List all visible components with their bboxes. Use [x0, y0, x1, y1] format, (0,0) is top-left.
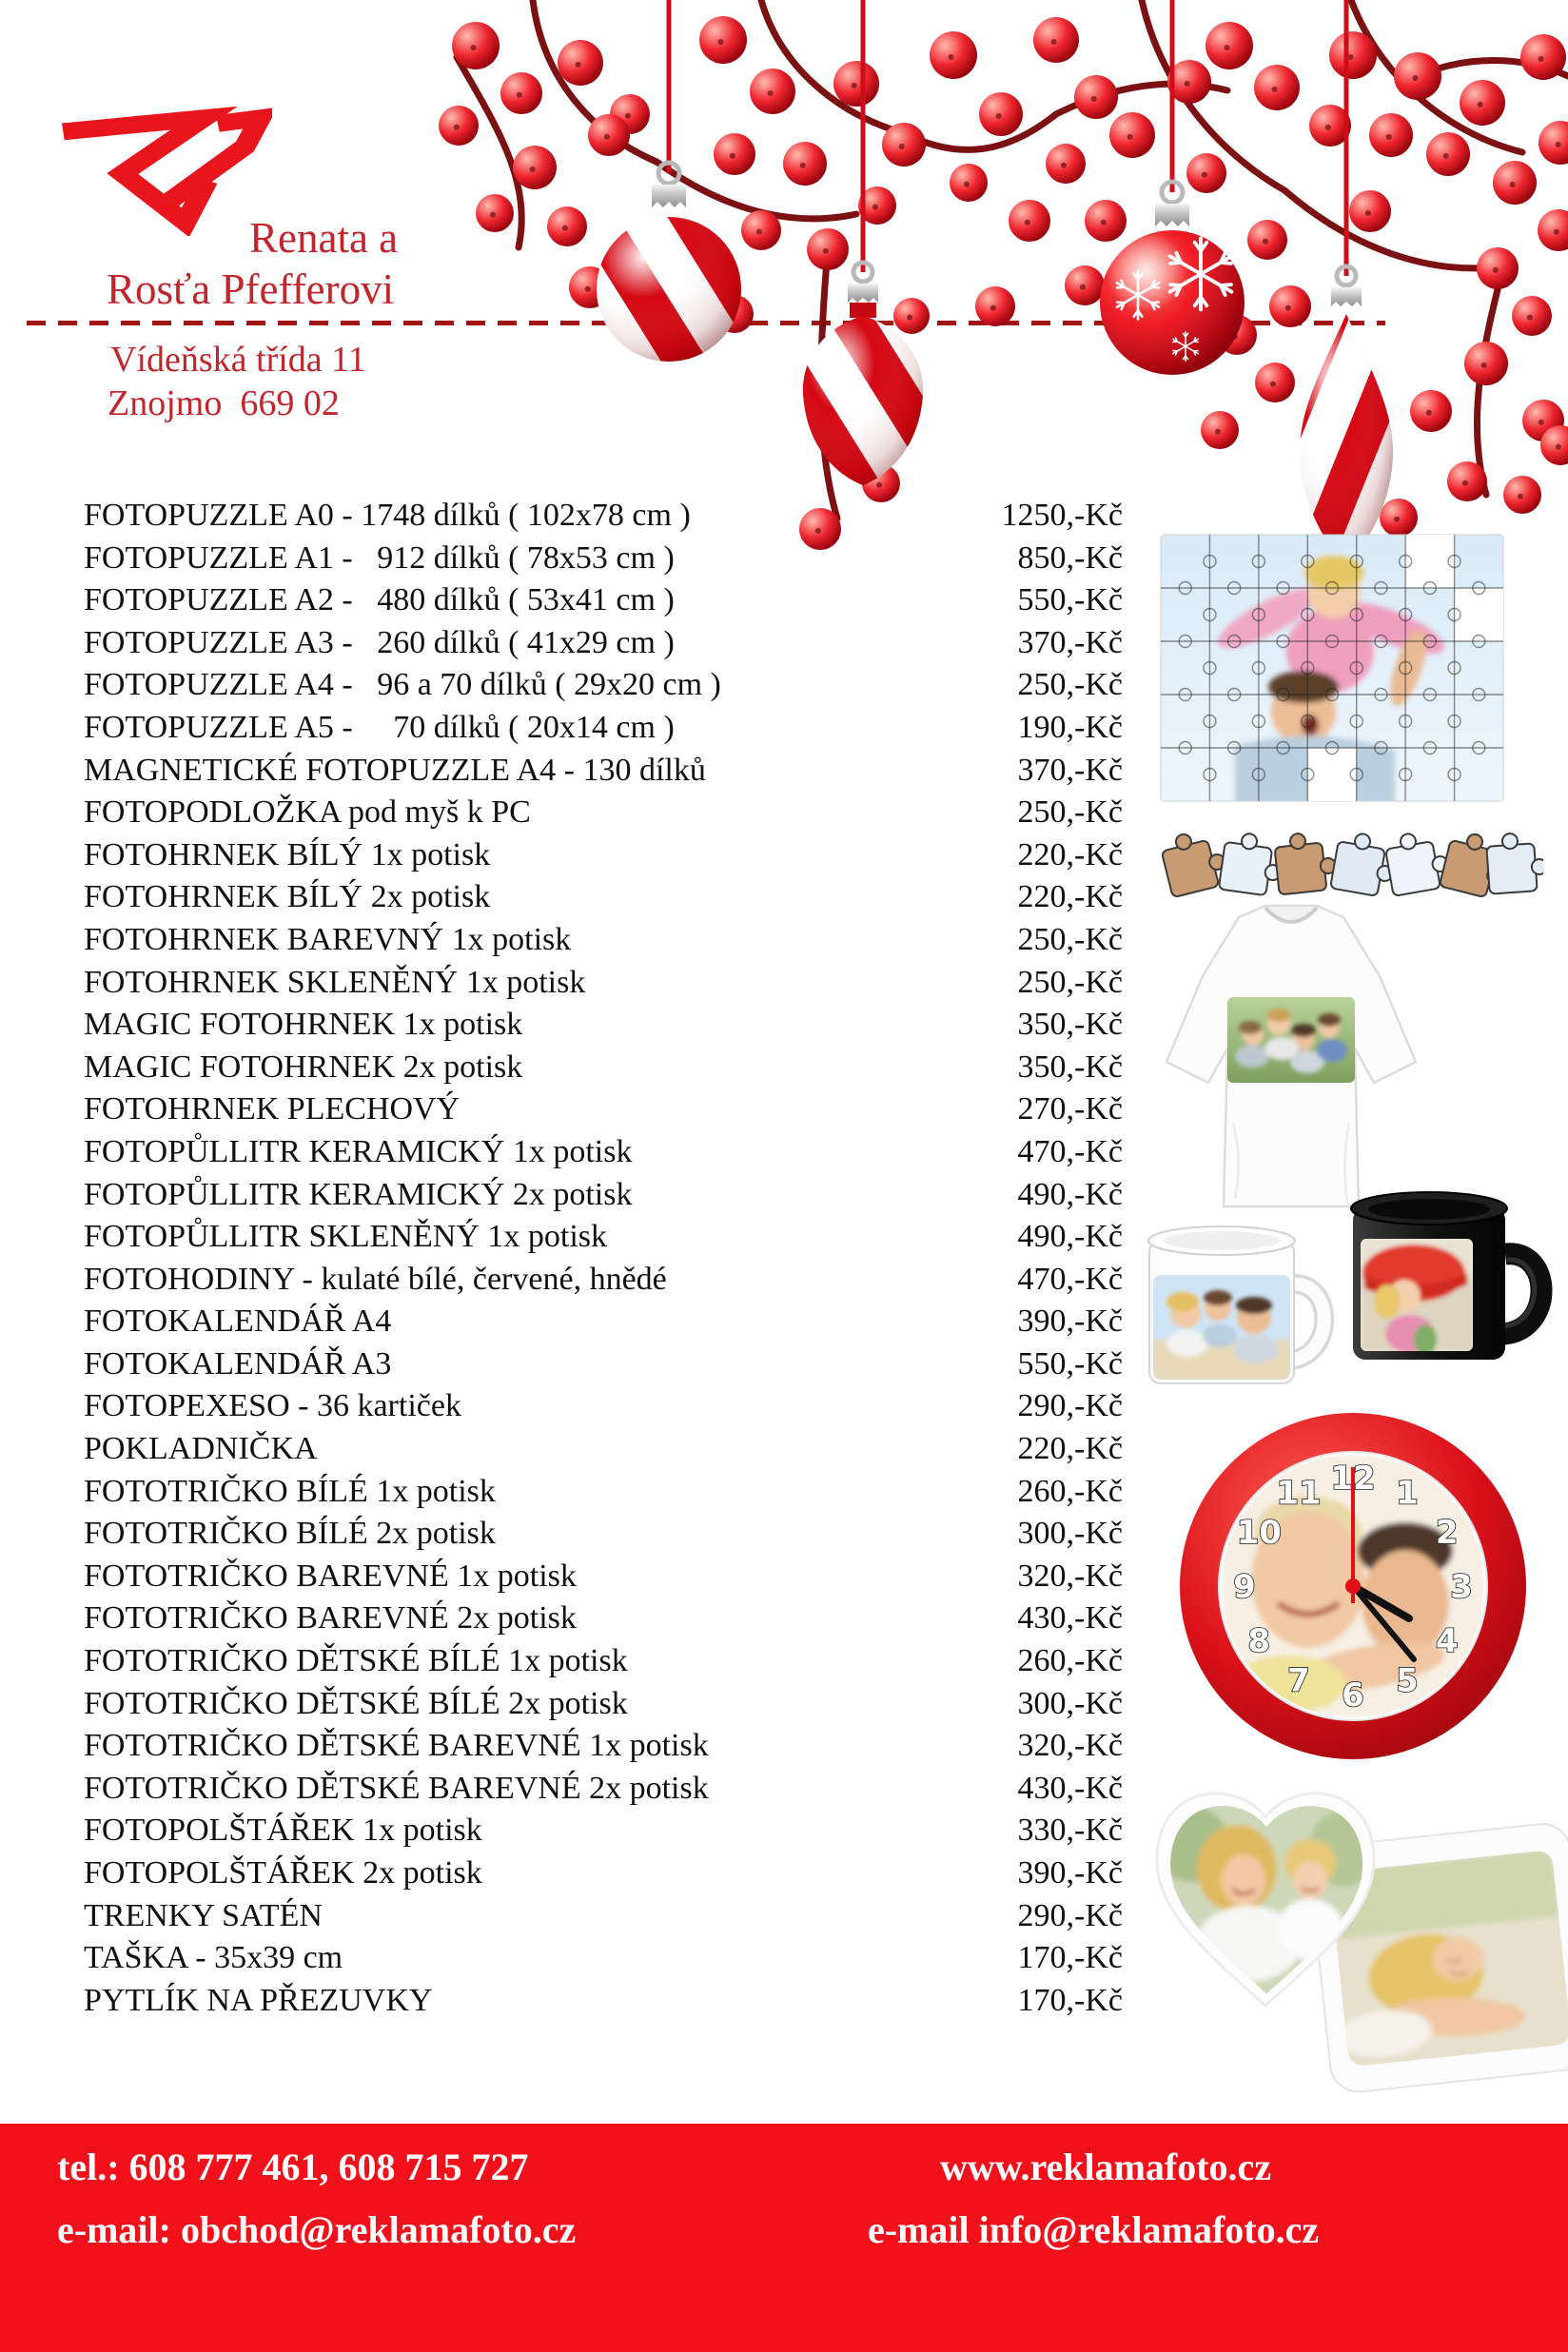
product-name: MAGIC FOTOHRNEK 2x potisk	[84, 1049, 523, 1085]
rp-monogram-logo	[34, 67, 272, 236]
product-name: FOTOTRIČKO BAREVNÉ 2x potisk	[84, 1600, 577, 1637]
product-name: TRENKY SATÉN	[84, 1897, 323, 1933]
product-name: FOTOKALENDÁŘ A4	[84, 1303, 392, 1340]
photo-mug-white-sample	[1140, 1216, 1344, 1401]
product-name: FOTOPUZZLE A3 - 260 dílků ( 41x29 cm )	[84, 624, 675, 660]
price-list-row	[84, 1259, 1123, 1302]
footer-email-right: e-mail info@reklamafoto.cz	[868, 2208, 1320, 2251]
price-list-row	[84, 1768, 1123, 1811]
svg-text:10: 10	[1236, 1514, 1282, 1552]
dashed-divider-line	[27, 321, 1385, 325]
price-list-row	[84, 1131, 1123, 1174]
product-name: FOTOPUZZLE A0 - 1748 dílků ( 102x78 cm )	[84, 498, 691, 533]
ornament-threads	[669, 0, 1346, 276]
footer-phone: tel.: 608 777 461, 608 715 727	[57, 2146, 529, 2188]
product-name: MAGIC FOTOHRNEK 1x potisk	[84, 1007, 523, 1043]
product-price: 170,-Kč	[1017, 1940, 1123, 1976]
berry-branches-icon	[439, 0, 1568, 550]
product-name: FOTOPOLŠTÁŘEK 1x potisk	[84, 1813, 482, 1849]
product-name: TAŠKA - 35x39 cm	[84, 1940, 343, 1976]
price-list	[84, 495, 1123, 2022]
product-price: 550,-Kč	[1017, 1345, 1123, 1382]
price-list-row	[84, 962, 1123, 1005]
snowflake-icon	[1117, 239, 1231, 362]
price-list-row	[84, 622, 1123, 665]
photo-tshirt-sample	[1134, 885, 1448, 1227]
product-price: 260,-Kč	[1017, 1473, 1123, 1509]
product-price: 250,-Kč	[1017, 667, 1123, 703]
price-list-row	[84, 1895, 1123, 1938]
address-city: Znojmo 669 02	[108, 383, 340, 423]
product-price: 550,-Kč	[1017, 582, 1123, 618]
product-price: 330,-Kč	[1017, 1813, 1123, 1849]
price-list-row	[84, 1810, 1123, 1852]
product-price: 490,-Kč	[1017, 1176, 1123, 1212]
product-name: FOTOKALENDÁŘ A3	[84, 1345, 392, 1382]
svg-text:11: 11	[1276, 1474, 1322, 1513]
product-name: FOTOTRIČKO DĚTSKÉ BAREVNÉ 2x potisk	[84, 1770, 709, 1806]
product-name: PYTLÍK NA PŘEZUVKY	[84, 1982, 433, 2018]
product-price: 290,-Kč	[1017, 1388, 1123, 1424]
company-name-line1: Renata a	[249, 214, 399, 262]
svg-text:3: 3	[1450, 1568, 1473, 1606]
striped-teardrop-ornament-icon	[803, 263, 923, 485]
product-name: FOTOPŮLLITR KERAMICKÝ 2x potisk	[84, 1176, 633, 1212]
price-list-row	[84, 834, 1123, 877]
product-price: 430,-Kč	[1017, 1770, 1123, 1806]
product-price: 250,-Kč	[1017, 921, 1123, 957]
product-name: FOTOTRIČKO BAREVNÉ 1x potisk	[84, 1558, 577, 1594]
price-list-row	[84, 876, 1123, 919]
product-price: 470,-Kč	[1017, 1261, 1123, 1297]
product-name: FOTOHRNEK SKLENĚNÝ 1x potisk	[84, 964, 586, 1000]
footer-email-left: e-mail: obchod@reklamafoto.cz	[57, 2208, 577, 2251]
product-price: 490,-Kč	[1017, 1219, 1123, 1255]
price-list-row	[84, 1174, 1123, 1217]
svg-text:4: 4	[1435, 1622, 1459, 1660]
product-name: FOTOHRNEK BÍLÝ 1x potisk	[84, 836, 491, 872]
price-list-row	[84, 1004, 1123, 1047]
product-price: 170,-Kč	[1017, 1982, 1123, 2018]
product-name: MAGNETICKÉ FOTOPUZZLE A4 - 130 dílků	[84, 752, 706, 788]
product-name: FOTOPODLOŽKA pod myš k PC	[84, 794, 531, 831]
snowflake-bauble-icon	[1100, 182, 1245, 375]
svg-text:6: 6	[1342, 1676, 1364, 1715]
price-list-row	[84, 664, 1123, 707]
price-list-row	[84, 1088, 1123, 1131]
product-name: FOTOPŮLLITR SKLENĚNÝ 1x potisk	[84, 1219, 607, 1255]
candy-striped-bauble-icon	[597, 163, 741, 362]
product-name: POKLADNIČKA	[84, 1431, 318, 1467]
product-name: FOTOHRNEK BÍLÝ 2x potisk	[84, 879, 491, 915]
product-price: 350,-Kč	[1017, 1007, 1123, 1043]
product-name: FOTOPUZZLE A2 - 480 dílků ( 53x41 cm )	[84, 582, 675, 618]
price-list-row	[84, 1597, 1123, 1640]
price-list-row	[84, 1385, 1123, 1428]
price-list-row	[84, 1301, 1123, 1343]
product-name: FOTOPŮLLITR KERAMICKÝ 1x potisk	[84, 1133, 633, 1169]
svg-text:2: 2	[1435, 1514, 1459, 1552]
product-price: 250,-Kč	[1017, 794, 1123, 831]
price-list-row	[84, 750, 1123, 793]
product-price: 220,-Kč	[1017, 879, 1123, 915]
product-name: FOTOHRNEK BAREVNÝ 1x potisk	[84, 921, 572, 957]
svg-text:7: 7	[1287, 1661, 1310, 1700]
price-list-row	[84, 1047, 1123, 1089]
photo-pillows-sample	[1134, 1777, 1568, 2106]
price-list-row	[84, 1852, 1123, 1895]
product-name: FOTOPEXESO - 36 kartiček	[84, 1388, 461, 1424]
price-list-row	[84, 1216, 1123, 1259]
product-name: FOTOPUZZLE A1 - 912 dílků ( 78x53 cm )	[84, 539, 675, 576]
product-price: 370,-Kč	[1017, 624, 1123, 660]
price-list-row	[84, 1428, 1123, 1471]
photo-clock-sample	[1166, 1408, 1565, 1789]
address-street: Vídeňská třída 11	[110, 340, 366, 380]
product-name: FOTOPOLŠTÁŘEK 2x potisk	[84, 1855, 482, 1891]
price-list-row	[84, 792, 1123, 834]
product-price: 300,-Kč	[1017, 1685, 1123, 1721]
price-list-row	[84, 495, 1123, 538]
footer-contact-bar	[0, 2124, 1568, 2352]
footer-website: www.reklamafoto.cz	[940, 2146, 1272, 2188]
product-name: FOTOPUZZLE A5 - 70 dílků ( 20x14 cm )	[84, 709, 675, 745]
product-name: FOTOPUZZLE A4 - 96 a 70 dílků ( 29x20 cm )	[84, 667, 721, 703]
product-name: FOTOHRNEK PLECHOVÝ	[84, 1091, 461, 1127]
product-price: 290,-Kč	[1017, 1897, 1123, 1933]
price-list-row	[84, 707, 1123, 750]
product-price: 320,-Kč	[1017, 1558, 1123, 1594]
price-list-row	[84, 579, 1123, 622]
price-list-row	[84, 1725, 1123, 1768]
product-price: 190,-Kč	[1017, 709, 1123, 745]
product-price: 390,-Kč	[1017, 1303, 1123, 1340]
product-price: 260,-Kč	[1017, 1643, 1123, 1679]
product-price: 1250,-Kč	[1001, 498, 1123, 533]
product-price: 350,-Kč	[1017, 1049, 1123, 1085]
product-price: 370,-Kč	[1017, 752, 1123, 788]
product-price: 220,-Kč	[1017, 1431, 1123, 1467]
product-price: 300,-Kč	[1017, 1516, 1123, 1552]
product-price: 850,-Kč	[1017, 539, 1123, 576]
product-name: FOTOHODINY - kulaté bílé, červené, hnědé	[84, 1261, 667, 1297]
product-price: 220,-Kč	[1017, 836, 1123, 872]
product-price: 250,-Kč	[1017, 964, 1123, 1000]
svg-text:5: 5	[1396, 1661, 1419, 1700]
company-name-line2: Rosťa Pfefferovi	[107, 265, 395, 313]
product-name: FOTOTRIČKO BÍLÉ 1x potisk	[84, 1473, 496, 1509]
product-price: 270,-Kč	[1017, 1091, 1123, 1127]
price-list-row	[84, 1343, 1123, 1386]
price-list-row	[84, 538, 1123, 580]
product-name: FOTOTRIČKO DĚTSKÉ BAREVNÉ 1x potisk	[84, 1728, 709, 1764]
svg-text:12: 12	[1330, 1460, 1376, 1498]
svg-text:1: 1	[1396, 1474, 1419, 1513]
price-list-row	[84, 1937, 1123, 1980]
striped-twist-ornament-icon	[1300, 266, 1393, 565]
price-list-row	[84, 1683, 1123, 1726]
svg-text:8: 8	[1247, 1622, 1271, 1660]
product-price: 390,-Kč	[1017, 1855, 1123, 1891]
price-list-row	[84, 1556, 1123, 1598]
mug-photo	[1361, 1239, 1473, 1355]
price-list-row	[84, 919, 1123, 962]
photo-mug-black-sample	[1343, 1182, 1568, 1372]
product-name: FOTOTRIČKO DĚTSKÉ BÍLÉ 2x potisk	[84, 1685, 628, 1721]
price-list-row	[84, 1471, 1123, 1514]
price-list-row	[84, 1640, 1123, 1683]
product-price: 320,-Kč	[1017, 1728, 1123, 1764]
product-price: 470,-Kč	[1017, 1133, 1123, 1169]
product-price: 430,-Kč	[1017, 1600, 1123, 1637]
product-name: FOTOTRIČKO BÍLÉ 2x potisk	[84, 1516, 496, 1552]
product-name: FOTOTRIČKO DĚTSKÉ BÍLÉ 1x potisk	[84, 1643, 628, 1679]
price-list-row	[84, 1513, 1123, 1556]
photo-puzzle-sample	[1153, 525, 1543, 915]
svg-text:9: 9	[1233, 1568, 1256, 1606]
price-list-row	[84, 1980, 1123, 2023]
